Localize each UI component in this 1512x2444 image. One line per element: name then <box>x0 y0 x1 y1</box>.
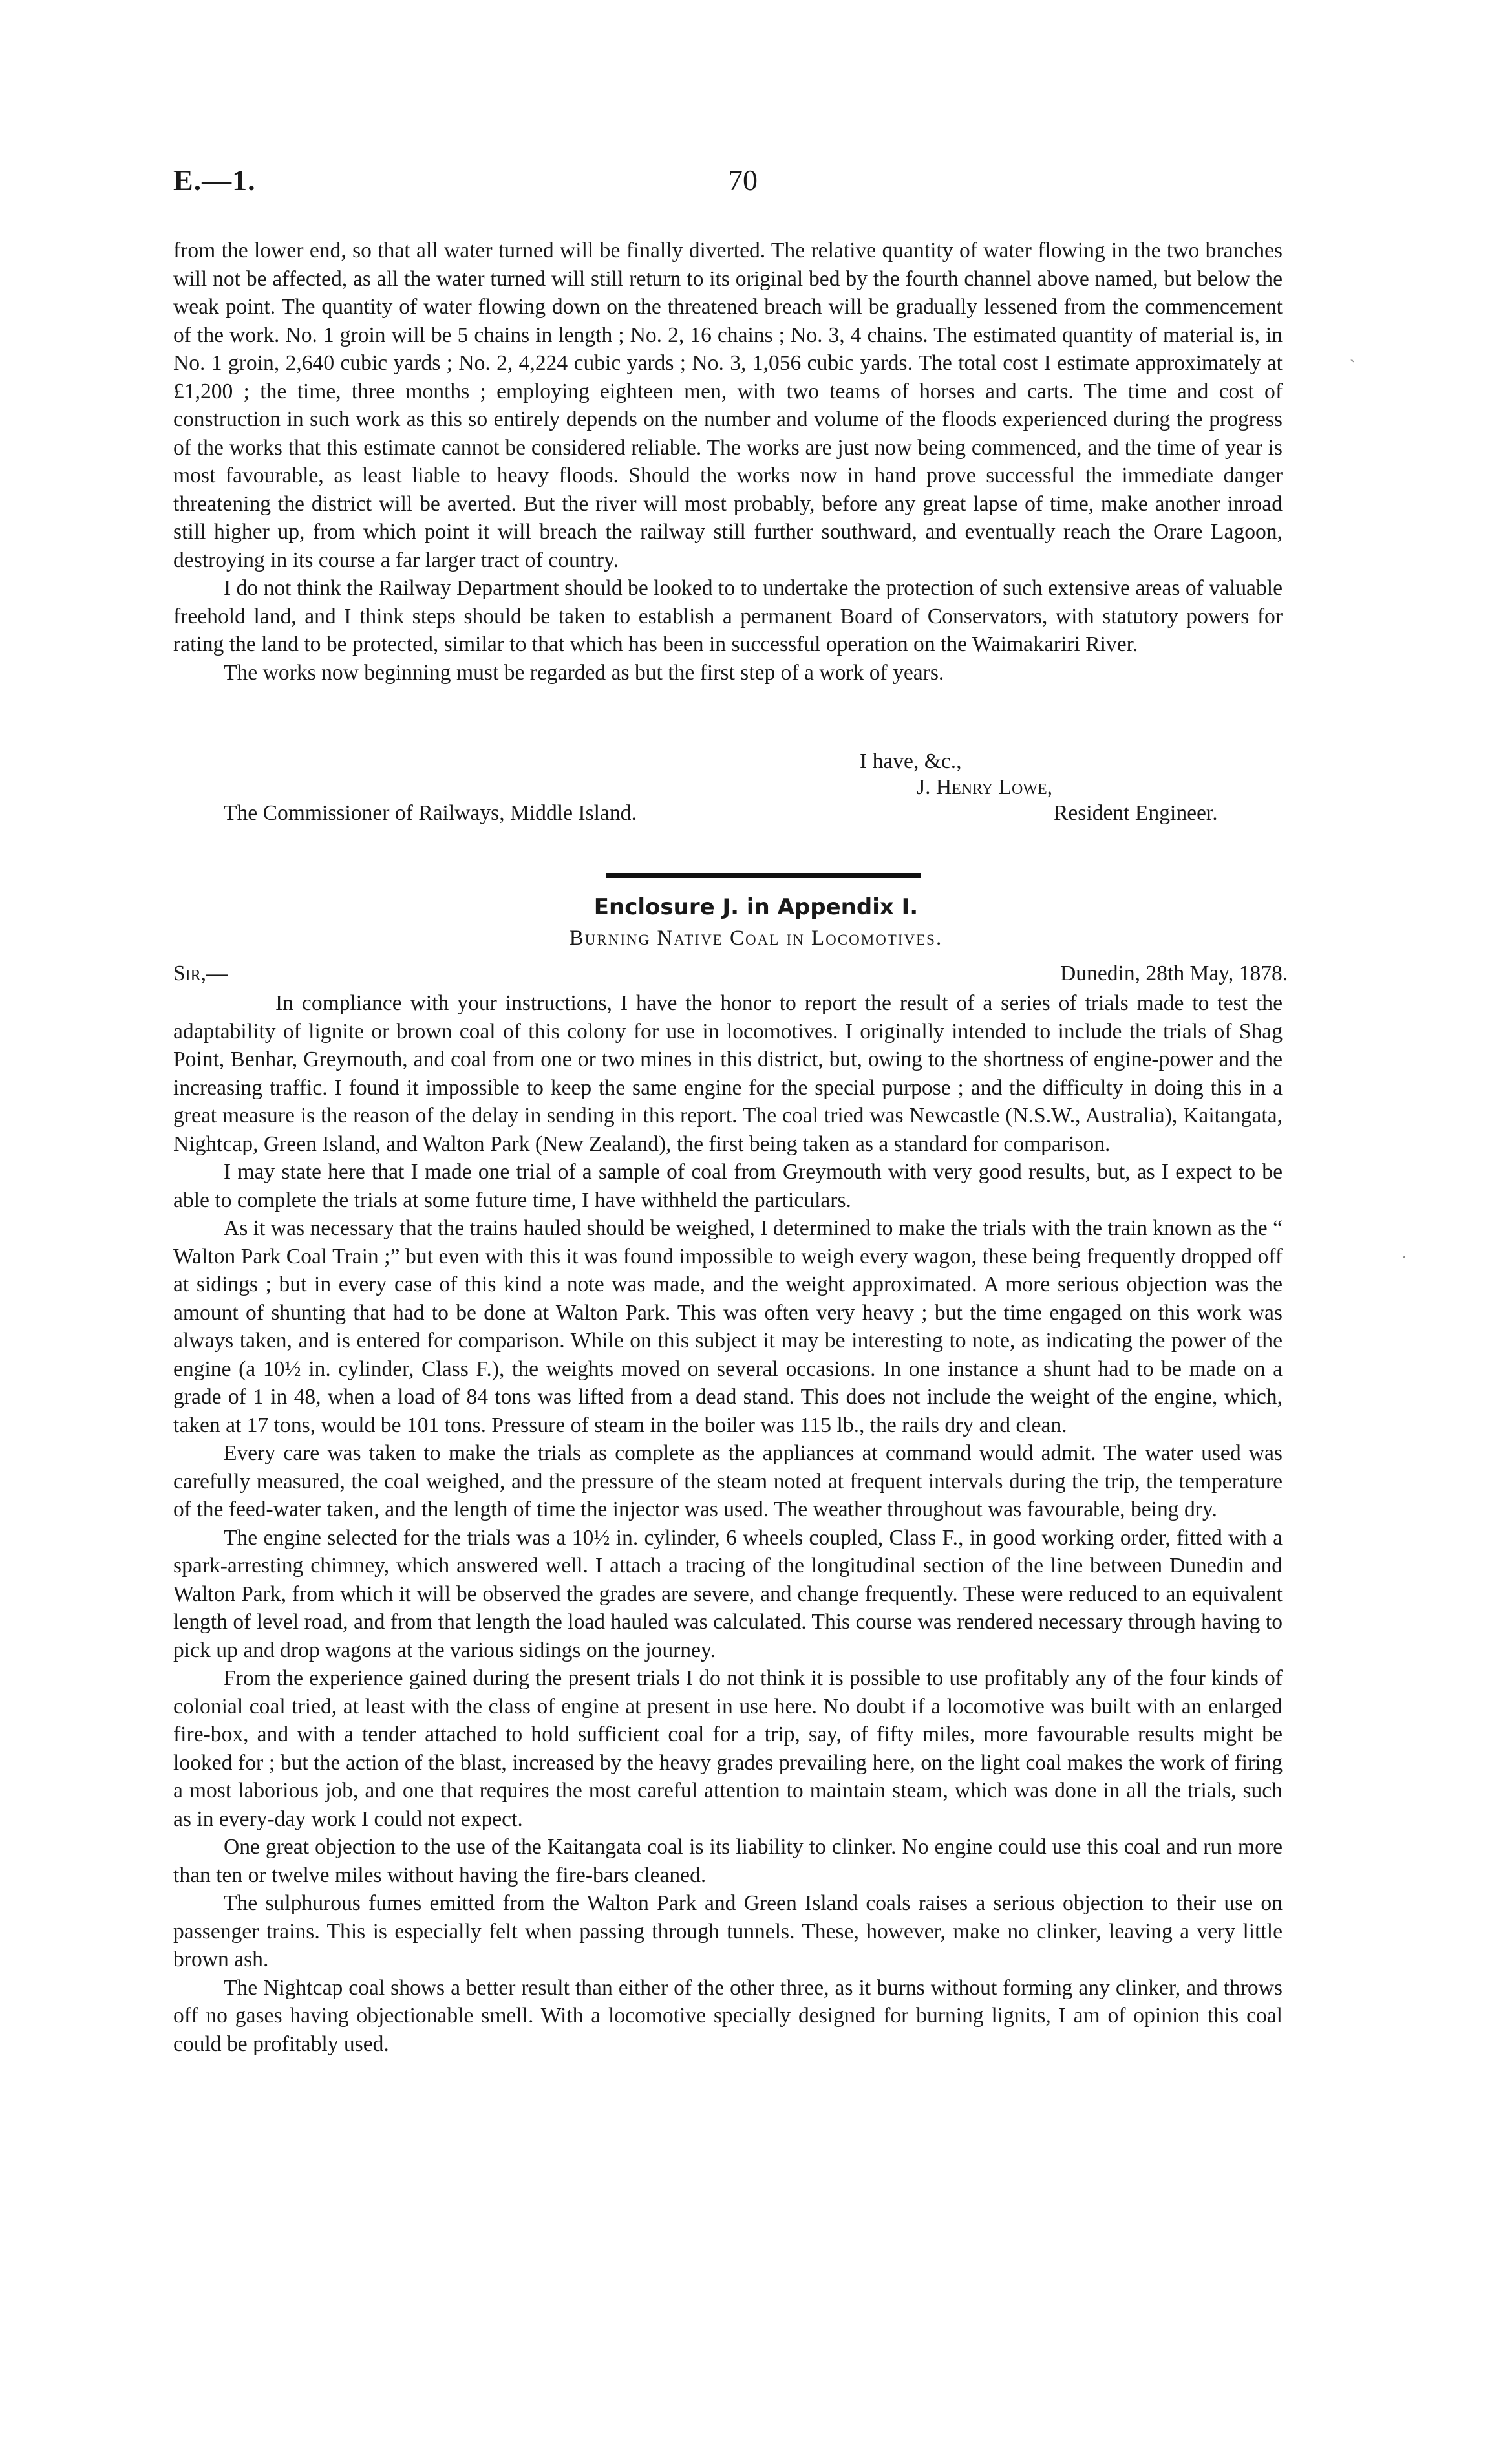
paragraph: Every care was taken to make the trials as complete as the appliances at command would admit. The water used was carefully measured, the coal weighed, and the pressure of the steam noted at frequent intervals during the trip, the temperature of the feed-water taken, and the length of time the injector was used. The weather throughout was favourable, being dry. <box>173 1441 1283 1521</box>
enclosure-subtitle: Burning Native Coal in Locomotives. <box>569 927 943 950</box>
paragraph: In compliance with your instructions, I have the honor to report the result of a series of trials made to test the adaptability of lignite or brown coal of this colony for use in locomotives. I originally intended to include the trials of Shag Point, Benhar, Greymouth, and coal from one or two mines in this district, but, owing to the shortness of engine-power and the increasing traffic. I found it impossible to keep the same engine for the special purpose ; and the difficulty in doing this in a great measure is the reason of the delay in sending in this report. The coal tried was Newcastle (N.S.W., Australia), Kaitangata, Nightcap, Green Island, and Walton Park (New Zealand), the first being taken as a standard for comparison. <box>173 991 1283 1156</box>
signatory-name: J. Henry Lowe, <box>917 775 1053 799</box>
section-divider <box>606 873 921 878</box>
paragraph: from the lower end, so that all water turned will be finally diverted. The relative quantity of water flowing in the two branches will not be affected, as all the water turned will still return to its original bed by the fourth channel above named, but below the weak point. The quantity of water flowing down on the threatened breach will be gradually lessened from the commencement of the work. No. 1 groin will be 5 chains in length ; No. 2, 16 chains ; No. 3, 4 chains. The estimated quantity of material is, in No. 1 groin, 2,640 cubic yards ; No. 2, 4,224 cubic yards ; No. 3, 1,056 cubic yards. The total cost I estimate approximately at £1,200 ; the time, three months ; employing eighteen men, with two teams of horses and carts. The time and cost of construction in such work as this so entirely depends on the number and volume of the floods experienced during the progress of the works that this estimate cannot be considered reliable. The works are just now being commenced, and the time of year is most favourable, as least liable to heavy floods. Should the works now in hand prove successful the immediate danger threatening the district will be averted. But the river will most probably, before any great lapse of time, make another inroad still higher up, from which point it will breach the railway still further southward, and eventually reach the Orare Lagoon, destroying in its course a far larger tract of country. <box>173 239 1283 572</box>
closing-line: I have, &c., <box>860 749 962 773</box>
paragraph: The engine selected for the trials was a 10½ in. cylinder, 6 wheels coupled, Class F., in good working order, fitted with a spark-arresting chimney, which answered well. I attach a tracing of the longitudinal section of the line between Dunedin and Walton Park, from which it will be observed the grades are severe, and change frequently. These were reduced to an equivalent length of level road, and from that length the load hauled was calculated. This course was rendered necessary through having to pick up and drop wagons at the various sidings on the journey. <box>173 1525 1283 1662</box>
enclosure-letter-body <box>173 989 1283 2058</box>
paragraph: From the experience gained during the present trials I do not think it is possible to use profitably any of the four kinds of colonial coal tried, at least with the class of engine at present in use here. No doubt if a locomotive was built with an enlarged fire-box, and with a tender attached to hold sufficient coal for a trip, say, of fifty miles, more favourable results might be looked for ; but the action of the blast, increased by the heavy grades prevailing here, on the light coal makes the work of firing a most laborious job, and one that requires the most careful attention to maintain steam, which was done in all the trials, such as in every-day work I could not expect. <box>173 1666 1283 1831</box>
salutation: Sir,— <box>173 961 228 985</box>
paragraph: I do not think the Railway Department should be looked to to undertake the protection of such extensive areas of valuable freehold land, and I think steps should be taken to establish a permanent Board of Conservators, with statutory powers for rating the land to be protected, similar to that which has been in successful operation on the Waimakariri River. <box>173 576 1283 656</box>
paragraph: As it was necessary that the trains hauled should be weighed, I determined to make the trials with the train known as the “ Walton Park Coal Train ;” but even with this it was found impossible to weigh every wagon, these being frequently dropped off at sidings ; but in every case of this kind a note was made, and the weight approximated. A more serious objection was the amount of shunting that had to be done at Walton Park. This was often very heavy ; but the time engaged on this work was always taken, and is entered for comparison. While on this subject it may be interesting to note, as indicating the power of the engine (a 10½ in. cylinder, Class F.), the weights moved on several occasions. In one instance a shunt had to be made on a grade of 1 in 48, when a load of 84 tons was lifted from a dead stand. This does not include the weight of the engine, which, taken at 17 tons, would be 101 tons. Pressure of steam in the boiler was 115 lb., the rails dry and clean. <box>173 1216 1283 1437</box>
letter-date: Dunedin, 28th May, 1878. <box>1060 961 1288 985</box>
document-reference: E.—1. <box>173 164 256 197</box>
margin-mark: · <box>1401 1248 1407 1267</box>
paragraph: The Nightcap coal shows a better result than either of the other three, as it burns without forming any clinker, and throws off no gases having objectionable smell. With a locomotive specially designed for burning lignits, I am of opinion this coal could be profitably used. <box>173 1975 1283 2056</box>
enclosure-title: Enclosure J. in Appendix I. <box>593 894 919 920</box>
signature-block <box>173 747 1283 838</box>
paragraph: I may state here that I made one trial of a sample of coal from Greymouth with very good results, but, as I expect to be able to complete the trials at some future time, I have withheld the particulars. <box>173 1160 1283 1212</box>
addressee: The Commissioner of Railways, Middle Island. <box>224 801 637 825</box>
margin-mark: ` <box>1350 357 1356 376</box>
continued-letter-body <box>173 237 1283 687</box>
signatory-title: Resident Engineer. <box>1054 801 1218 825</box>
paragraph: One great objection to the use of the Kaitangata coal is its liability to clinker. No engine could use this coal and run more than ten or twelve miles without having the fire-bars cleaned. <box>173 1835 1283 1887</box>
paragraph: The sulphurous fumes emitted from the Walton Park and Green Island coals raises a serious objection to their use on passenger trains. This is especially felt when passing through tunnels. These, however, make no clinker, leaving a very little brown ash. <box>173 1891 1283 1971</box>
paragraph: The works now beginning must be regarded as but the first step of a work of years. <box>224 660 944 685</box>
page-number: 70 <box>728 164 758 197</box>
